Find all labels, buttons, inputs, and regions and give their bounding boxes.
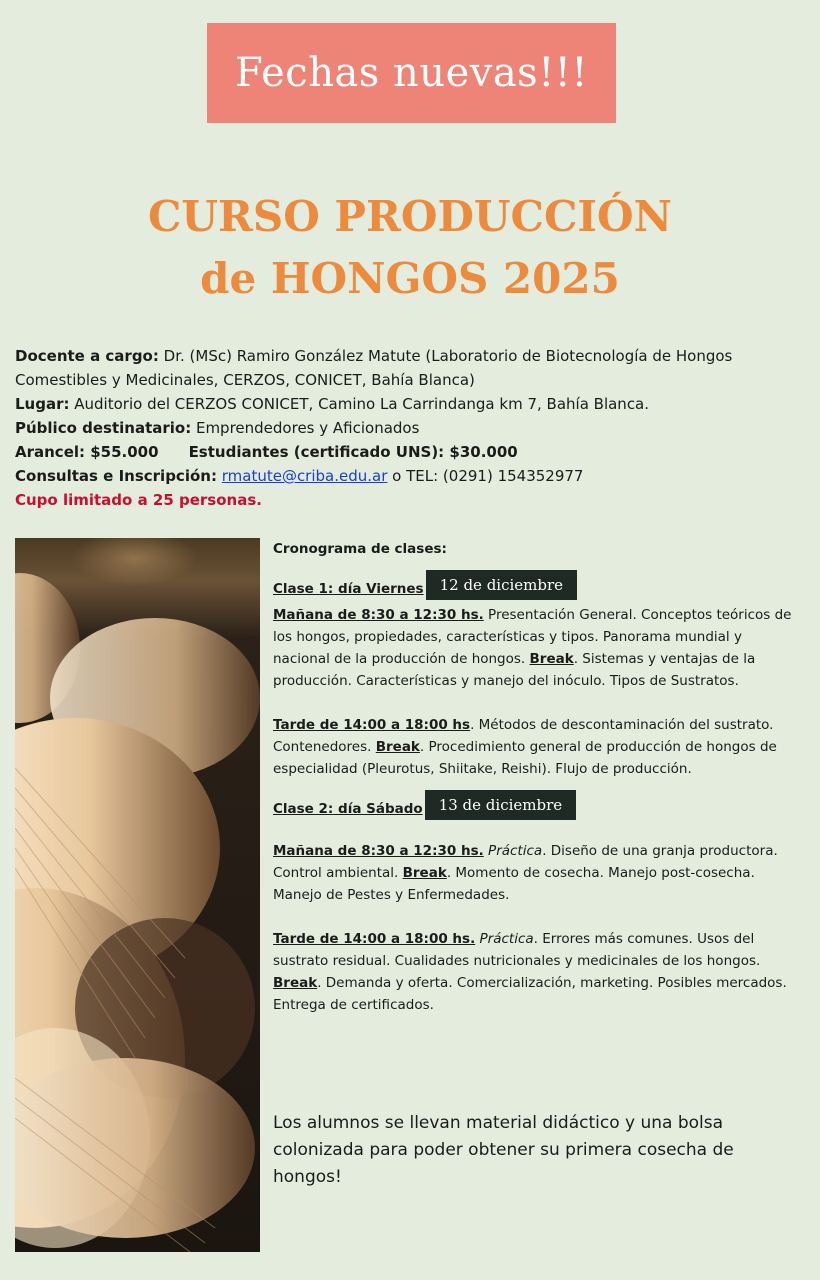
course-title-line2: de HONGOS 2025 (200, 254, 620, 303)
clase2-morning-break: Break (402, 865, 447, 881)
clase1-morning-time: Mañana de 8:30 a 12:30 hs. (273, 607, 484, 623)
publico-line (15, 416, 805, 440)
clase2-afternoon-text-a: . Errores más comunes. Usos del sustrato residual. Cualidades nutricionales y medicinales de los hongos. (273, 931, 761, 969)
clase2-afternoon-time: Tarde de 14:00 a 18:00 hs. (273, 931, 476, 947)
clase2-morning-text-b: . Momento de cosecha. Manejo post-cosecha. Manejo de Pestes y Enfermedades. (273, 865, 755, 903)
clase2-date-tag: 13 de diciembre (425, 790, 576, 820)
clase1-afternoon-time: Tarde de 14:00 a 18:00 hs (273, 717, 471, 733)
clase1-header (273, 574, 803, 604)
closing-note: Los alumnos se llevan material didáctico y una bolsa colonizada para poder obtener su primera cosecha de hongos! (273, 1113, 734, 1187)
clase2-morning (273, 840, 803, 906)
clase1-afternoon-text-a: . Métodos de descontaminación del sustrato. Contenedores. (273, 717, 774, 755)
clase2-morning-practica: Práctica (488, 843, 543, 859)
mushroom-illustration (15, 538, 260, 1252)
clase2-header (273, 794, 803, 824)
clase1-date-tag: 12 de diciembre (426, 570, 577, 600)
docente-line (15, 344, 805, 392)
banner-text: Fechas nuevas!!! (235, 50, 588, 96)
arancel-line (15, 440, 805, 464)
lugar-value: Auditorio del CERZOS CONICET, Camino La Carrindanga km 7, Bahía Blanca. (69, 395, 650, 413)
schedule (273, 538, 803, 1016)
clase1-afternoon (273, 714, 803, 780)
schedule-heading (273, 538, 803, 560)
consultas-line (15, 464, 805, 488)
lugar-line (15, 392, 805, 416)
clase1-label: Clase 1: día Viernes (273, 581, 424, 597)
clase2-afternoon-practica: Práctica (479, 931, 534, 947)
consultas-label: Consultas e Inscripción: (15, 467, 217, 485)
docente-label: Docente a cargo: (15, 347, 159, 365)
cupo-notice: Cupo limitado a 25 personas. (15, 491, 262, 509)
docente-value: Dr. (MSc) Ramiro González Matute (Laboratorio de Biotecnología de Hongos Comestibles y Medicinales, CERZOS, CONICET, Bahía Blanca) (15, 347, 733, 389)
clase2-morning-text-a: . Diseño de una granja productora. Control ambiental. (273, 843, 778, 881)
lugar-label: Lugar: (15, 395, 70, 413)
clase1-morning (273, 604, 803, 692)
email-link[interactable]: rmatute@criba.edu.ar (221, 467, 388, 485)
clase1-morning-text-a: Presentación General. Conceptos teóricos de los hongos, propiedades, características y tipos. Panorama mundial y nacional de la producción de hongos. (273, 607, 792, 667)
publico-label: Público destinatario: (15, 419, 192, 437)
course-title-line1: CURSO PRODUCCIÓN (147, 192, 673, 241)
clase1-afternoon-text-b: . Procedimiento general de producción de hongos de especialidad (Pleurotus, Shiitake, Reishi). Flujo de producción. (273, 739, 777, 777)
clase1-morning-text-b: . Sistemas y ventajas de la producción. Características y manejo del inóculo. Tipos de Sustratos. (273, 651, 756, 689)
arancel: Arancel: $55.000 (15, 443, 159, 461)
clase1-morning-break: Break (529, 651, 574, 667)
course-title (0, 186, 820, 310)
estudiantes-price: Estudiantes (certificado UNS): $30.000 (188, 443, 518, 461)
clase2-afternoon-break: Break (273, 975, 318, 991)
schedule-heading-text: Cronograma de clases: (273, 541, 447, 557)
clase2-afternoon (273, 928, 803, 1016)
banner (207, 23, 616, 123)
course-info (15, 344, 805, 512)
clase1-afternoon-break: Break (375, 739, 420, 755)
clase2-morning-time: Mañana de 8:30 a 12:30 hs. (273, 843, 484, 859)
mushroom-photo (15, 538, 260, 1252)
clase2-label: Clase 2: día Sábado (273, 801, 423, 817)
clase2-afternoon-text-b: . Demanda y oferta. Comercialización, marketing. Posibles mercados. Entrega de certificados. (273, 975, 787, 1013)
publico-value: Emprendedores y Aficionados (191, 419, 420, 437)
telefono: o TEL: (0291) 154352977 (387, 467, 584, 485)
